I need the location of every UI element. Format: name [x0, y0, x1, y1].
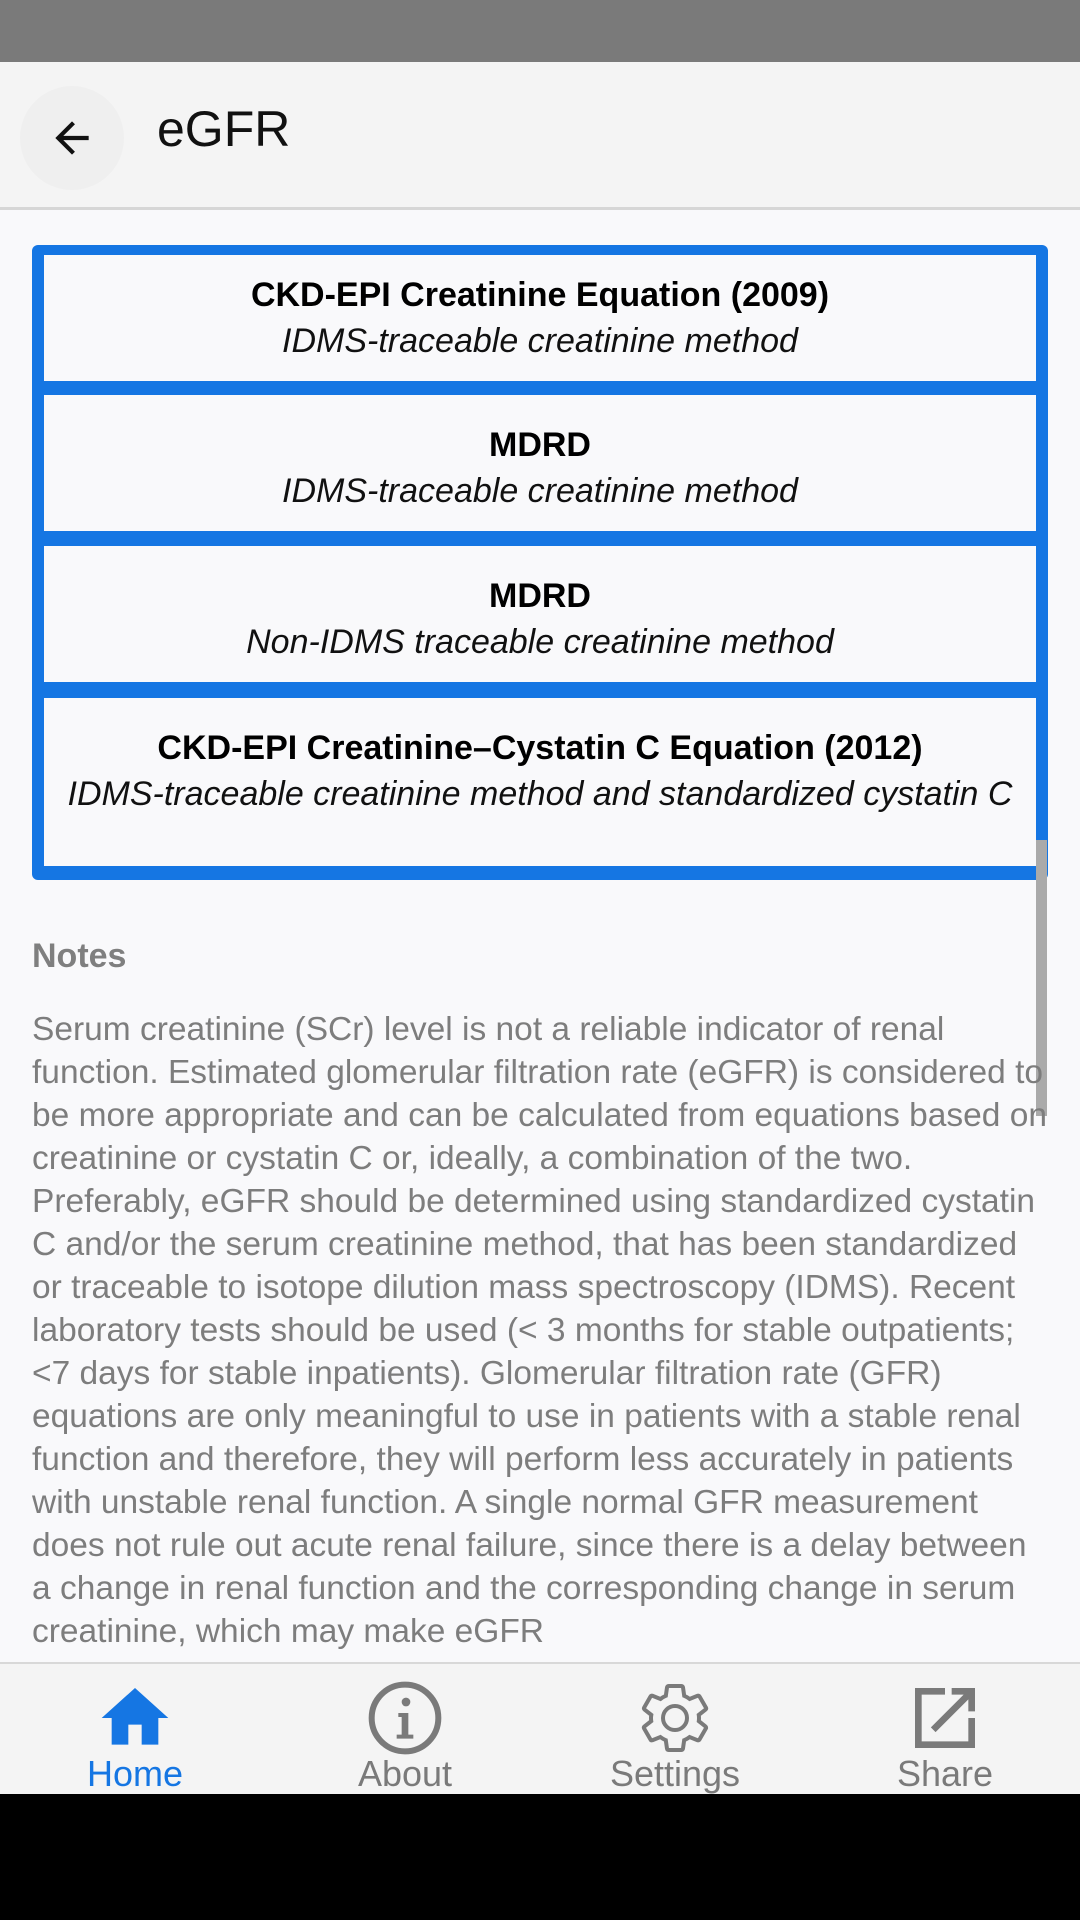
nav-about-label: About — [357, 1753, 453, 1794]
equation-title: MDRD — [489, 426, 591, 464]
equation-item-mdrd-idms[interactable] — [44, 395, 1036, 531]
nav-share[interactable] — [810, 1664, 1080, 1796]
status-bar — [0, 0, 1080, 62]
equation-subtitle: Non-IDMS traceable creatinine method — [246, 623, 834, 661]
home-icon — [95, 1678, 175, 1758]
equation-list — [32, 245, 1048, 880]
notes-body: Serum creatinine (SCr) level is not a reliable indicator of renal function. Estimated glomerular filtration rate (eGFR) is considered to be more appropriate and can be calculated from equations based on creatinine or cystatin C or, ideally, a combination of the two. Preferably, eGFR should be determined using standardized cystatin C and/or the serum creatinine method, that has been standardized or traceable to isotope dilution mass spectroscopy (IDMS). Recent laboratory tests should be used (< 3 months for stable outpatients; <7 days for stable inpatients). Glomerular filtration rate (GFR) equations are only meaningful to use in patients with a stable renal function and therefore, they will perform less accurately in patients with unstable renal function. A single normal GFR measurement does not rule out acute renal failure, since there is a delay between a change in renal function and the corresponding change in serum creatinine, which may make eGFR — [32, 1011, 1047, 1650]
info-icon — [365, 1678, 445, 1758]
nav-share-label: Share — [896, 1753, 994, 1794]
equation-title: CKD-EPI Creatinine Equation (2009) — [250, 276, 830, 314]
equation-item-mdrd-non-idms[interactable] — [44, 546, 1036, 682]
nav-settings[interactable] — [540, 1664, 810, 1796]
equation-title: MDRD — [489, 577, 591, 615]
nav-home[interactable] — [0, 1664, 270, 1796]
bottom-navigation — [0, 1662, 1080, 1794]
arrow-back-icon — [47, 113, 97, 163]
share-icon — [905, 1678, 985, 1758]
equation-title: CKD-EPI Creatinine–Cystatin C Equation (2012) — [157, 729, 923, 767]
nav-about[interactable] — [270, 1664, 540, 1796]
gear-icon — [635, 1678, 715, 1758]
system-navigation-area — [0, 1794, 1080, 1920]
equation-item-ckd-epi-2009[interactable] — [44, 255, 1036, 381]
notes-heading: Notes — [32, 937, 127, 975]
back-button[interactable] — [20, 86, 124, 190]
equation-subtitle: IDMS-traceable creatinine method and standardized cystatin C — [67, 775, 1013, 813]
page-title: eGFR — [157, 101, 291, 157]
app-bar — [0, 62, 1080, 210]
nav-home-label: Home — [86, 1753, 184, 1794]
equation-subtitle: IDMS-traceable creatinine method — [282, 322, 798, 360]
nav-settings-label: Settings — [609, 1753, 741, 1794]
equation-item-ckd-epi-2012[interactable] — [44, 698, 1036, 866]
equation-subtitle: IDMS-traceable creatinine method — [282, 472, 798, 510]
